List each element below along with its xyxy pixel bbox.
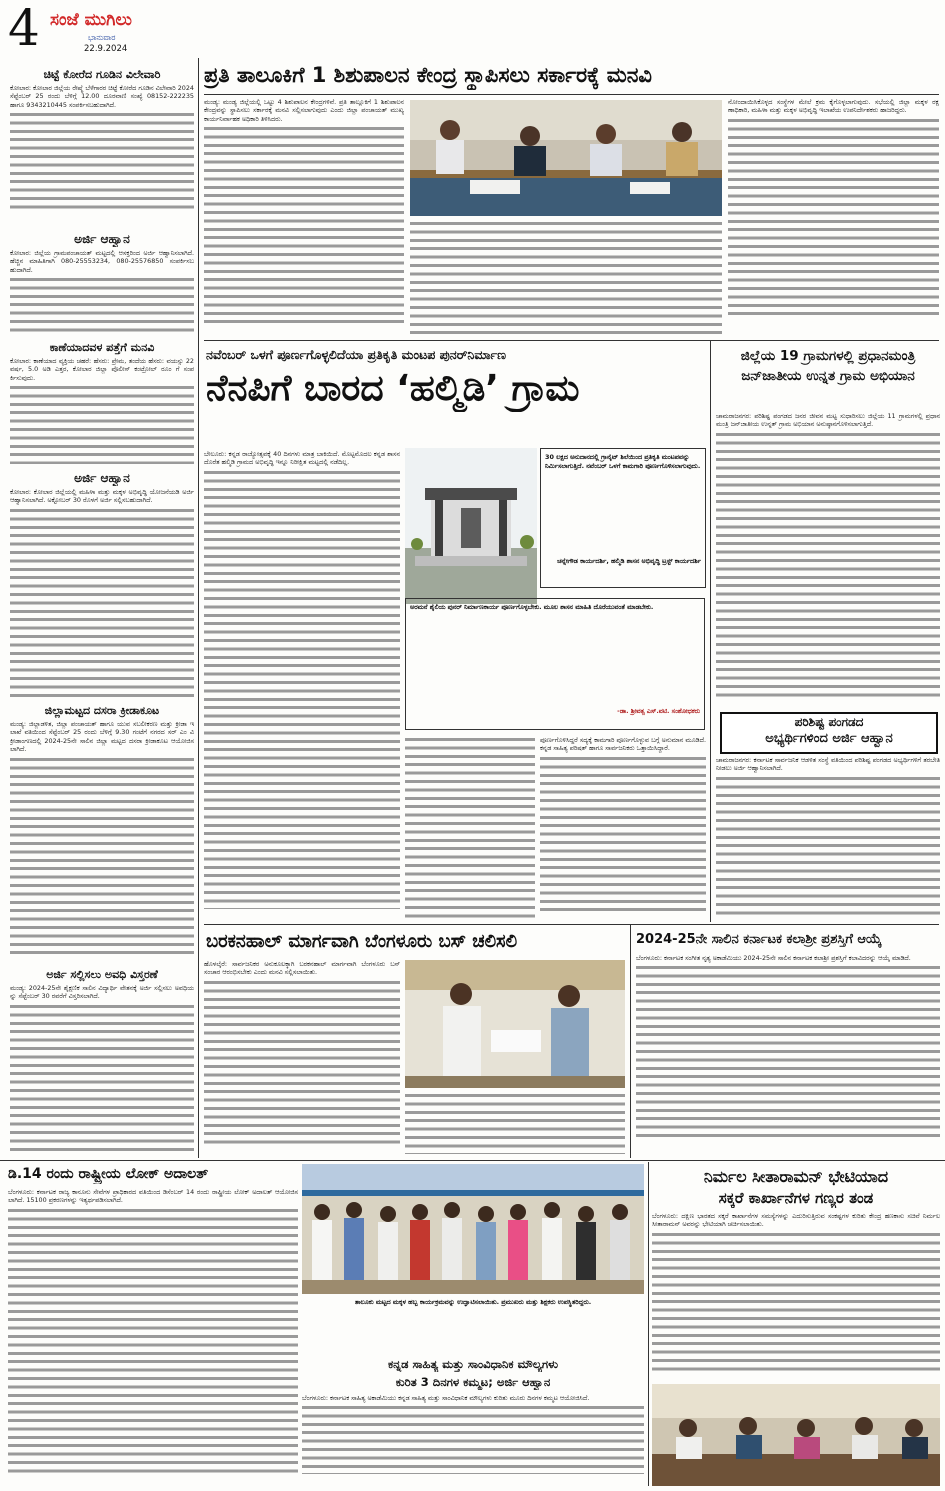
mid-rule <box>204 924 939 925</box>
kannada-lit-headline-1: ಕನ್ನಡ ಸಾಹಿತ್ಯ ಮತ್ತು ಸಾಂವಿಧಾನಿಕ ಮೌಲ್ಯಗಳು <box>388 1357 558 1371</box>
lead-body-mid <box>410 220 722 340</box>
halmidi-kicker: ನವೆಂಬರ್ ಒಳಗೆ ಪೂರ್ಣಗೊಳ್ಳಲಿದೆಯಾ ಪ್ರತಿಕೃತಿ ಮಂಟಪ ಪುನರ್‌ನಿರ್ಮಾಣ <box>206 347 506 362</box>
halmidi-right-rule <box>710 340 711 922</box>
st-applications-body: ಚಾಮರಾಜನಗರ: ಕರ್ನಾಟಕ ಸಾರ್ವಜನಿಕ ಆಡಳಿತ ಸಂಸ್ಥೆ ವತಿಯಿಂದ ಪರಿಶಿಷ್ಟ ಪಂಗಡದ ಅಭ್ಯರ್ಥಿಗಳಿಗೆ ತರಬೇತಿ ನೀಡಲು ಅರ್ಜಿ ಆಹ್ವಾನಿಸಲಾಗಿದೆ. <box>716 756 940 922</box>
left-headline-1: ಚಿಟ್ಟೆ ಕೋರೆದ ಗೂಡಿನ ವಿಲೇವಾರಿ <box>43 68 161 81</box>
left-body-6: ಮಂಡ್ಯ: 2024-25ನೇ ಶೈಕ್ಷಣಿಕ ಸಾಲಿನ ವಿದ್ಯಾರ್ಥಿ ವೇತನಕ್ಕೆ ಅರ್ಜಿ ಸಲ್ಲಿಸಲು ಅವಧಿಯನ್ನು ಸೆಪ್ಟೆಂಬರ್ 30 ರವರೆಗೆ ವಿಸ್ತರಿಸಲಾಗಿದೆ. <box>10 984 194 1164</box>
kannada-lit-body: ಬೆಂಗಳೂರು: ಕರ್ನಾಟಕ ಸಾಹಿತ್ಯ ಅಕಾಡೆಮಿಯು ಕನ್ನಡ ಸಾಹಿತ್ಯ ಮತ್ತು ಸಾಂವಿಧಾನಿಕ ಮೌಲ್ಯಗಳು ಕುರಿತು ಮೂರು ದಿನಗಳ ಕಮ್ಮಟ ಆಯೋಜಿಸಿದೆ. <box>302 1394 644 1486</box>
bottom-band-rule <box>0 1160 945 1161</box>
left-body-2: ಕೋಲಾರ: ಜಿಲ್ಲೆಯ ಗ್ರಾಮಪಂಚಾಯತ್ ಮಟ್ಟದಲ್ಲಿ ಆಸಕ್ತರಿಂದ ಅರ್ಜಿ ಆಹ್ವಾನಿಸಲಾಗಿದೆ. ಹೆಚ್ಚಿನ ಮಾಹಿತಿಗಾಗಿ 080-25553234, 080-25576850 ಸಂಪರ್ಕಿಸಬಹುದಾಗಿದೆ. <box>10 249 194 335</box>
left-body-1: ಕೋಲಾರ: ಕೋಲಾರ ಜಿಲ್ಲೆಯ ರೇಷ್ಮೆ ಬೆಳೆಗಾರರ ಚಿಟ್ಟೆ ಕೋರೆದ ಗೂಡಿನ ವಿಲೇವಾರಿ 2024 ಸೆಪ್ಟೆಂಬರ್ 25 ರಂದು ಬೆಳಿಗ್ಗೆ 12.00 ದೂರವಾಣಿ ಸಂಖ್ಯೆ 08152-222235 ಹಾಗೂ 9343210445 ಸಂಪರ್ಕಿಸಬಹುದಾಗಿದೆ. <box>10 84 194 226</box>
lead-body-left: ಮಂಡ್ಯ: ಮಂಡ್ಯ ಜಿಲ್ಲೆಯಲ್ಲಿ ಒಟ್ಟು 4 ಶಿಶುಪಾಲನ ಕೇಂದ್ರಗಳಿವೆ. ಪ್ರತಿ ತಾಲ್ಲೂಕಿಗೆ 1 ಶಿಶುಪಾಲನ ಕೇಂದ್ರವನ್ನು ಸ್ಥಾಪಿಸಲು ಸರ್ಕಾರಕ್ಕೆ ಮನವಿ ಸಲ್ಲಿಸಲಾಗುವುದು ಎಂದು ಜಿಲ್ಲಾ ಪಂಚಾಯತ್ ಮುಖ್ಯ ಕಾರ್ಯನಿರ್ವಾಹಕ ಅಧಿಕಾರಿ ತಿಳಿಸಿದರು. <box>204 98 404 338</box>
masthead-logo: ಸಂಜೆ ಮುಗಿಲು <box>50 10 132 30</box>
halmidi-headline: ನೆನಪಿಗೆ ಬಾರದ ‘ಹಲ್ಮಿಡಿ’ ಗ್ರಾಮ <box>206 368 580 409</box>
nirmala-headline-1: ನಿರ್ಮಲ ಸೀತಾರಾಮನ್ ಭೇಟಿಯಾದ <box>703 1167 889 1186</box>
st-applications-headline-box <box>720 712 938 754</box>
halmidi-body-right: ಪೂರ್ಣಗೊಳಿಸಿದ್ದರೆ ಸದ್ಯಕ್ಕೆ ಕಾಮಗಾರಿ ಪೂರ್ಣಗೊಳ್ಳುವ ಬಗ್ಗೆ ಅನುಮಾನ ಮೂಡಿದೆ. ಕನ್ನಡ ಸಾಹಿತ್ಯ ಪರಿಷತ್ ಹಾಗೂ ಸಾರ್ವಜನಿಕರು ಒತ್ತಾಯಿಸಿದ್ದಾರೆ. <box>540 736 706 921</box>
memorandum-photo <box>405 960 625 1088</box>
pm-abhiyan-body: ಚಾಮರಾಜನಗರ: ಪರಿಶಿಷ್ಟ ಪಂಗಡದ ಜನರ ಜೀವನ ಮಟ್ಟ ಸುಧಾರಿಸಲು ಜಿಲ್ಲೆಯ 11 ಗ್ರಾಮಗಳಲ್ಲಿ ಪ್ರಧಾನಮಂತ್ರಿ ಜನ್‌ಜಾತೀಯ ಉನ್ನತ್ ಗ್ರಾಮ ಅಭಿಯಾನ ಅನುಷ್ಠಾನಗೊಳಿಸಲಾಗುತ್ತಿದೆ. <box>716 412 940 712</box>
lead-bottom-rule <box>204 340 939 341</box>
left-column <box>10 68 194 1158</box>
st-headline-line2: ಅಭ್ಯರ್ಥಿಗಳಿಂದ ಅರ್ಜಿ ಆಹ್ವಾನ <box>765 731 893 746</box>
lok-adalat-body: ಬೆಂಗಳೂರು: ಕರ್ನಾಟಕ ರಾಜ್ಯ ಕಾನೂನು ಸೇವೆಗಳ ಪ್ರಾಧಿಕಾರದ ವತಿಯಿಂದ ಡಿಸೆಂಬರ್ 14 ರಂದು ರಾಷ್ಟ್ರೀಯ ಲೋಕ್ ಅದಾಲತ್ ಆಯೋಜಿಸಲಾಗಿದೆ. 15100 ಪ್ರಕರಣಗಳನ್ನು ಇತ್ಯರ್ಥಪಡಿಸಲಾಗಿದೆ. <box>8 1188 298 1486</box>
column-rule-left <box>198 58 199 1158</box>
masthead <box>0 0 160 60</box>
bus-headline: ಬರಕನಹಾಲ್ ಮಾರ್ಗವಾಗಿ ಬೆಂಗಳೂರು ಬಸ್ ಚಲಿಸಲಿ <box>206 931 518 952</box>
left-body-5: ಮಂಡ್ಯ: ಜಿಲ್ಲಾಡಳಿತ, ಜಿಲ್ಲಾ ಪಂಚಾಯತ್ ಹಾಗೂ ಯುವ ಸಬಲೀಕರಣ ಮತ್ತು ಕ್ರೀಡಾ ಇಲಾಖೆ ವತಿಯಿಂದ ಸೆಪ್ಟೆಂಬರ್ 25 ರಂದು ಬೆಳಿಗ್ಗೆ 9.30 ಗಂಟೆಗೆ ನಗರದ ಸರ್ ಎಂ ವಿ ಕ್ರೀಡಾಂಗಣದಲ್ಲಿ 2024-25ನೇ ಸಾಲಿನ ಜಿಲ್ಲಾ ಮಟ್ಟದ ದಸರಾ ಕ್ರೀಡಾಕೂಟ ಆಯೋಜಿಸಲಾಗಿದೆ. <box>10 720 194 962</box>
lead-headline-rule <box>204 94 939 95</box>
school-event-photo <box>302 1164 644 1294</box>
left-body-4: ಕೋಲಾರ: ಕೋಲಾರ ಜಿಲ್ಲೆಯಲ್ಲಿ ಮಹಿಳಾ ಮತ್ತು ಮಕ್ಕಳ ಅಭಿವೃದ್ಧಿ ಯೋಜನೆಯಡಿ ಅರ್ಜಿ ಆಹ್ವಾನಿಸಲಾಗಿದೆ. ಅಕ್ಟೋಬರ್ 30 ರೊಳಗೆ ಅರ್ಜಿ ಸಲ್ಲಿಸಬಹುದಾಗಿದೆ. <box>10 488 194 698</box>
left-headline-6: ಅರ್ಜಿ ಸಲ್ಲಿಸಲು ಅವಧಿ ವಿಸ್ತರಣೆ <box>46 968 158 981</box>
masthead-day: ಭಾನುವಾರ <box>88 33 116 42</box>
halmidi-photo <box>405 448 537 604</box>
halmidi-quote-box-2 <box>405 598 705 730</box>
pm-abhiyan-headline: ಜಿಲ್ಲೆಯ 19 ಗ್ರಾಮಗಳಲ್ಲಿ ಪ್ರಧಾನಮಂತ್ರಿ ಜನ್‌ಜಾತೀಯ ಉನ್ನತ ಗ್ರಾಮ ಅಭಿಯಾನ <box>740 348 916 384</box>
left-headline-5: ಜಿಲ್ಲಾಮಟ್ಟದ ದಸರಾ ಕ್ರೀಡಾಕೂಟ <box>44 704 160 717</box>
halmidi-quote-2-byline: -ಡಾ. ಶ್ರೀವತ್ಸ ಎಸ್.ವಟಿ. ಸಂಶೋಧಕರು <box>617 707 700 715</box>
st-headline-line1: ಪರಿಶಿಷ್ಟ ಪಂಗಡದ <box>794 715 864 729</box>
lead-photo <box>410 100 722 216</box>
halmidi-quote-1-byline: ಚನ್ನೇಗೌಡ ಕಾರ್ಯದರ್ಶಿ, ಹಲ್ಮಿಡಿ ಶಾಸನ ಅಭಿವೃದ್ಧಿ ಟ್ರಸ್ಟ್ ಕಾರ್ಯದರ್ಶಿ <box>557 557 701 565</box>
halmidi-quote-1: 30 ಲಕ್ಷದ ಅನುದಾನದಲ್ಲಿ ಗ್ರಾನೈಟ್ ಶಿಲೆಯಿಂದ ಪ್ರತಿಕೃತಿ ಮಂಟಪವನ್ನು ನಿರ್ಮಿಸಲಾಗುತ್ತಿದೆ. ನವೆಂಬರ್ ಒಳಗೆ ಕಾಮಗಾರಿ ಪೂರ್ಣಗೊಳಿಸಲಾಗುವುದು. <box>545 453 701 470</box>
bus-right-rule <box>630 924 631 1158</box>
kalashree-body: ಬೆಂಗಳೂರು: ಕರ್ನಾಟಕ ಸಂಗೀತ ನೃತ್ಯ ಅಕಾಡೆಮಿಯು 2024-25ನೇ ಸಾಲಿನ ಕರ್ನಾಟಕ ಕಲಾಶ್ರೀ ಪ್ರಶಸ್ತಿಗೆ ಕಲಾವಿದರನ್ನು ಆಯ್ಕೆ ಮಾಡಿದೆ. <box>636 954 940 1156</box>
lok-adalat-headline: ಡಿ.14 ರಂದು ರಾಷ್ಟ್ರೀಯ ಲೋಕ್ ಅದಾಲತ್ <box>8 1166 209 1182</box>
delegation-photo <box>652 1384 940 1486</box>
event-photo <box>302 1164 644 1294</box>
monument-photo <box>405 448 537 604</box>
left-body-3: ಕೋಲಾರ: ಕಾಣೆಯಾದ ವ್ಯಕ್ತಿಯ ಚಹರೆ: ಹೆಸರು: ಪ್ರೇಮ, ತಂದೆಯ ಹೆಸರು: ವಯಸ್ಸು 22 ವರ್ಷ, 5.0 ಅಡಿ ಎತ್ತರ, ಕೋಲಾರ ಜಿಲ್ಲಾ ಪೊಲೀಸ್ ಕಂಟ್ರೋಲ್ ರೂಂ ಗೆ ಸಂಪರ್ಕಿಸುವುದು. <box>10 357 194 465</box>
kalashree-headline: 2024-25ನೇ ಸಾಲಿನ ಕರ್ನಾಟಕ ಕಲಾಶ್ರೀ ಪ್ರಶಸ್ತಿಗೆ ಆಯ್ಕೆ <box>636 932 882 947</box>
nirmala-body: ಬೆಂಗಳೂರು: ದಕ್ಷಿಣ ಭಾರತದ ಸಕ್ಕರೆ ಕಾರ್ಖಾನೆಗಳ ಸಮಸ್ಯೆಗಳನ್ನು ಎದುರಿಸುತ್ತಿರುವ ಸಂಕಷ್ಟಗಳ ಕುರಿತು ಕೇಂದ್ರ ಹಣಕಾಸು ಸಚಿವೆ ನಿರ್ಮಲ ಸೀತಾರಾಮನ್ ಅವರನ್ನು ಭೇಟಿಯಾಗಿ ಚರ್ಚಿಸಲಾಯಿತು. <box>652 1212 940 1380</box>
halmidi-quote-box-1 <box>540 448 706 588</box>
bottom-right-rule <box>648 1162 649 1486</box>
lead-body-right: ನೋಂದಾಯಿಸಿಕೊಳ್ಳದ ಸಂಸ್ಥೆಗಳ ಮೇಲೆ ಕ್ರಮ ಕೈಗೊಳ್ಳಲಾಗುವುದು. ಸಭೆಯಲ್ಲಿ ಜಿಲ್ಲಾ ಮಕ್ಕಳ ರಕ್ಷಣಾಧಿಕಾರಿ, ಮಹಿಳಾ ಮತ್ತು ಮಕ್ಕಳ ಅಭಿವೃದ್ಧಿ ಇಲಾಖೆಯ ಉಪನಿರ್ದೇಶಕರು ಹಾಜರಿದ್ದರು. <box>728 98 939 338</box>
masthead-date: 22.9.2024 <box>84 44 128 54</box>
event-photo-caption: ತಾಲೂಕು ಮಟ್ಟದ ಮಕ್ಕಳ ಹಬ್ಬ ಕಾರ್ಯಕ್ರಮವನ್ನು ಉದ್ಘಾಟಿಸಲಾಯಿತು. ಪ್ರಮುಖರು ಮತ್ತು ಶಿಕ್ಷಕರು ಉಪಸ್ಥಿತರಿದ್ದರು. <box>354 1298 592 1306</box>
left-headline-4: ಅರ್ಜಿ ಆಹ್ವಾನ <box>74 471 130 485</box>
halmidi-quote-2: ಅರಮನೆ ಶೈಲಿಯ ಪುನರ್ ನಿರ್ಮಾಣಕಾರ್ಯ ಪೂರ್ಣಗೊಳ್ಳಬೇಕು. ಮೂಲ ಶಾಸನ ಮಾಹಿತಿ ದೊರೆಯುವಂತೆ ಮಾಡಬೇಕು. <box>410 603 654 611</box>
left-headline-2: ಅರ್ಜಿ ಆಹ್ವಾನ <box>74 232 130 246</box>
halmidi-body: ಬೇಲೂರು: ಕನ್ನಡ ರಾಜ್ಯೋತ್ಸವಕ್ಕೆ 40 ದಿನಗಳು ಮಾತ್ರ ಬಾಕಿಯಿದೆ. ಮೊಟ್ಟಮೊದಲ ಕನ್ನಡ ಶಾಸನ ದೊರೆತ ಹಲ್ಮಿಡಿ ಗ್ರಾಮದ ಅಭಿವೃದ್ಧಿ ಇನ್ನೂ ನಿರೀಕ್ಷಿತ ಮಟ್ಟದಲ್ಲಿ ನಡೆದಿಲ್ಲ. <box>204 450 400 920</box>
nirmala-photo <box>652 1384 940 1486</box>
bus-body-below <box>405 1092 625 1156</box>
kannada-lit-headline-2: ಕುರಿತ 3 ದಿನಗಳ ಕಮ್ಮಟ; ಅರ್ಜಿ ಆಹ್ವಾನ <box>395 1375 551 1389</box>
left-headline-3: ಕಾಣೆಯಾದವಳ ಪತ್ತೆಗೆ ಮನವಿ <box>49 341 155 354</box>
lead-headline: ಪ್ರತಿ ತಾಲೂಕಿಗೆ 1 ಶಿಶುಪಾಲನ ಕೇಂದ್ರ ಸ್ಥಾಪಿಸಲು ಸರ್ಕಾರಕ್ಕೆ ಮನವಿ <box>204 63 652 87</box>
nirmala-headline-2: ಸಕ್ಕರೆ ಕಾರ್ಖಾನೆಗಳ ಗಣ್ಯರ ತಂಡ <box>718 1189 874 1207</box>
bus-body-left: ಹೊಳಲ್ಕೆರೆ: ಸಾರ್ವಜನಿಕರ ಅನುಕೂಲಕ್ಕಾಗಿ ಬರಕನಹಾಲ್ ಮಾರ್ಗವಾಗಿ ಬೆಂಗಳೂರು ಬಸ್ ಸಂಚಾರ ಆರಂಭಿಸಬೇಕು ಎಂದು ಮನವಿ ಸಲ್ಲಿಸಲಾಯಿತು. <box>204 960 400 1156</box>
meeting-photo <box>410 100 722 216</box>
halmidi-body-mid <box>405 736 535 921</box>
page-number: 4 <box>8 0 40 57</box>
bus-photo <box>405 960 625 1088</box>
